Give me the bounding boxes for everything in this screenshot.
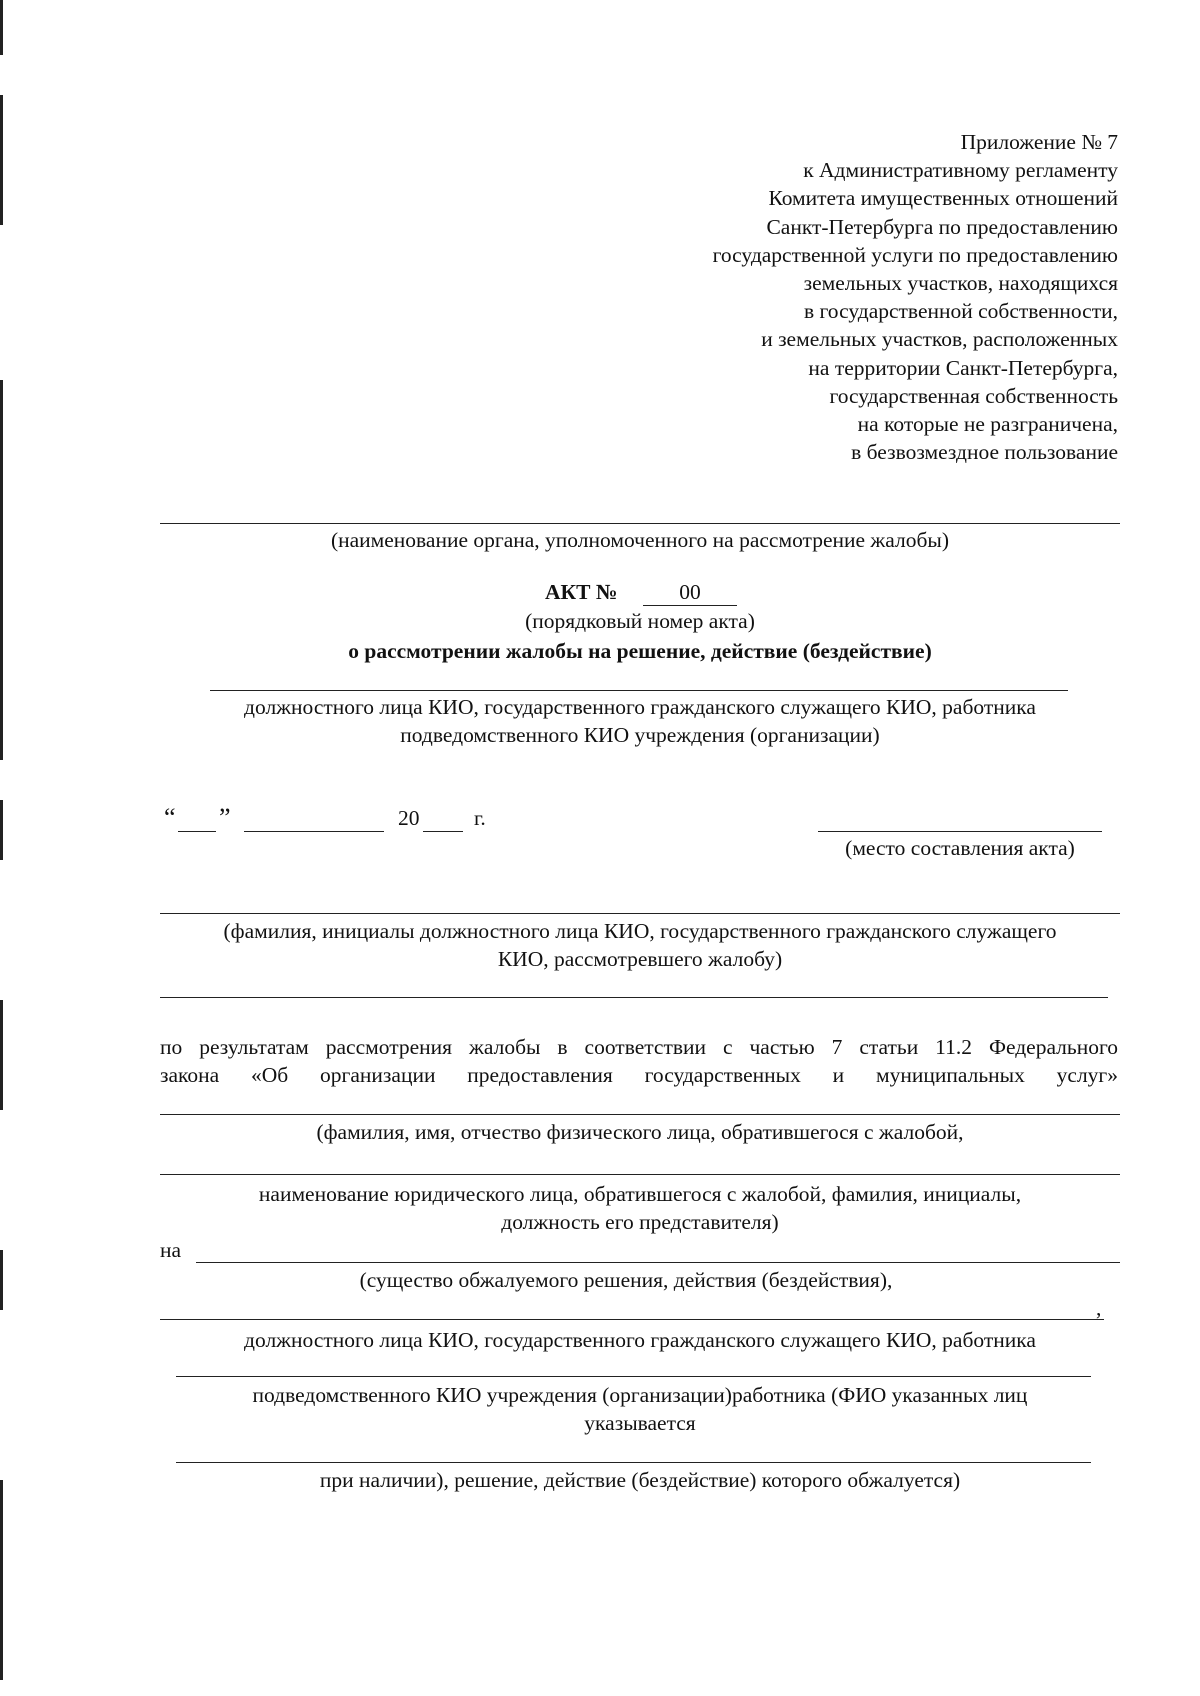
header-line: государственной услуги по предоставлению [712,242,1118,267]
applicant-caption-line1: (фамилия, имя, отчество физического лица, обратившегося с жалобой, [316,1120,964,1144]
scan-edge-artifact [0,0,6,1696]
header-line: Приложение № 7 [960,130,1118,154]
act-number-line [643,605,737,606]
header-line: к Административному регламенту [803,158,1118,183]
act-label: АКТ № [545,580,618,604]
line-end-comma: , [1096,1296,1102,1320]
applicant-fill-line [160,1114,1120,1115]
results-text-line1: по результатам рассмотрения жалобы в соответствии с частью 7 статьи 11.2 Федерального [160,1035,1118,1059]
final-fill-line [176,1462,1091,1463]
applicant-caption-line3: должность его представителя) [501,1210,779,1234]
header-line: и земельных участков, расположенных [761,327,1118,352]
final-caption: при наличии), решение, действие (бездействие) которого обжалуется) [319,1468,961,1492]
appendix-header [558,128,1118,466]
na-label: на [160,1238,182,1262]
applicant-fill-line2 [160,1174,1120,1175]
date-close-quote: ” [219,803,231,832]
essence-caption: (существо обжалуемого решения, действия (бездействия), [359,1268,893,1292]
reviewer-caption-line1: (фамилия, инициалы должностного лица КИО, государственного гражданского служащего [223,919,1057,943]
act-subject: о рассмотрении жалобы на решение, действие (бездействие) [348,639,932,663]
date-year-line [423,831,463,832]
reviewer-fill-line [160,913,1120,914]
reviewer-caption-line2: КИО, рассмотревшего жалобу) [497,947,783,971]
act-number: 00 [679,580,701,604]
essence-fill-line [196,1262,1120,1263]
subordinate-fill-line [176,1376,1091,1377]
act-number-caption: (порядковый номер акта) [525,609,755,633]
date-year-prefix: 20 [398,806,420,830]
official-caption-line2: подведомственного КИО учреждения (организации) [400,723,880,747]
date-open-quote: “ [164,803,176,832]
organ-fill-line [160,523,1120,524]
results-text-line2: закона «Об организации предоставления государственных и муниципальных услуг» [160,1063,1118,1087]
date-year-suffix: г. [474,806,486,830]
reviewer-bottom-line [160,997,1108,998]
header-line: государственная собственность [829,383,1118,408]
header-line: в государственной собственности, [804,299,1118,324]
place-caption: (место составления акта) [845,836,1075,860]
applicant-caption-line2: наименование юридического лица, обратившегося с жалобой, фамилия, инициалы, [258,1182,1022,1206]
subordinate-caption-line2: указывается [584,1411,696,1435]
subordinate-caption-line1: подведомственного КИО учреждения (организации)работника (ФИО указанных лиц [252,1383,1028,1407]
header-line: в безвозмездное пользование [851,440,1118,465]
header-line: Санкт-Петербурга по предоставлению [766,214,1118,239]
header-line: земельных участков, находящихся [803,271,1118,296]
date-day-line [178,831,216,832]
official-fill-line2 [160,1319,1104,1320]
header-line: Комитета имущественных отношений [768,186,1118,211]
header-line: на которые не разграничена, [857,412,1118,437]
organ-caption: (наименование органа, уполномоченного на рассмотрение жалобы) [330,528,950,552]
official-caption-line1: должностного лица КИО, государственного гражданского служащего КИО, работника [244,695,1036,719]
official-caption2: должностного лица КИО, государственного гражданского служащего КИО, работника [244,1328,1036,1352]
place-fill-line [818,831,1102,832]
date-month-line [244,831,384,832]
header-line: на территории Санкт-Петербурга, [808,355,1118,380]
official-fill-line [210,690,1068,691]
